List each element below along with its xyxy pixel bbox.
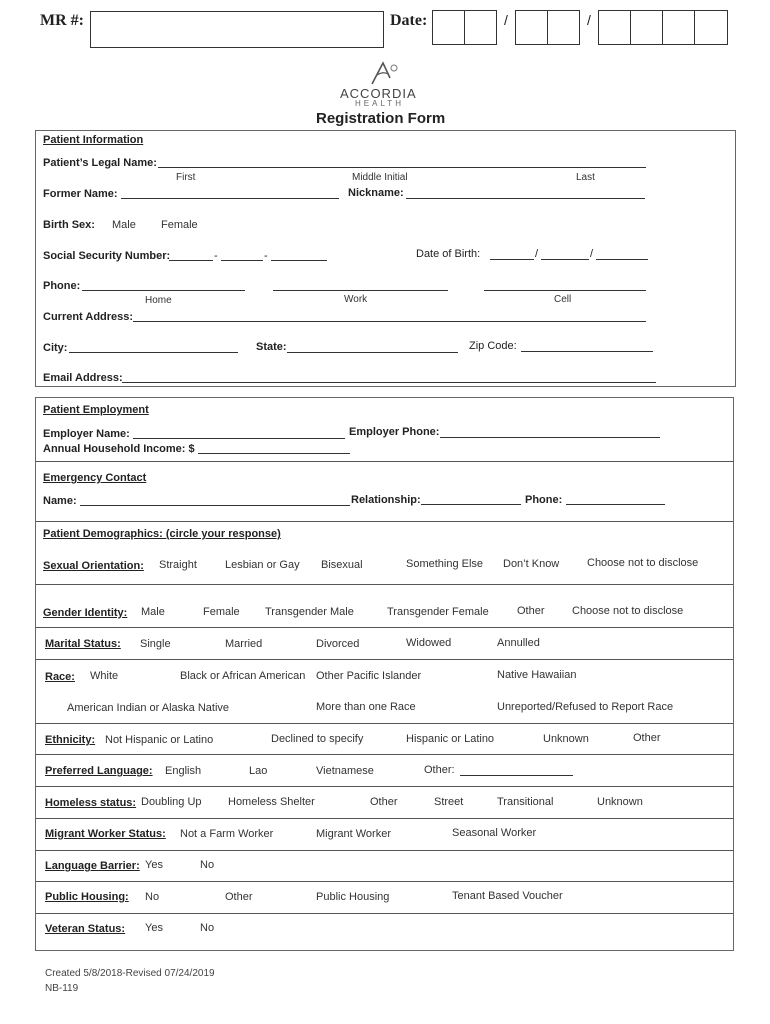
date-separator: / bbox=[587, 12, 591, 28]
phone-label: Phone: bbox=[43, 280, 81, 292]
current-address-label: Current Address: bbox=[43, 311, 134, 323]
homeless-status-label: Homeless status: bbox=[45, 797, 137, 809]
birth-sex-male-option[interactable]: Male bbox=[112, 219, 136, 231]
date-year-digit-3[interactable] bbox=[662, 10, 695, 45]
email-field[interactable] bbox=[122, 382, 656, 383]
employer-phone-field[interactable] bbox=[440, 437, 660, 438]
ethnicity-option[interactable]: Declined to specify bbox=[271, 733, 364, 745]
ethnicity-option[interactable]: Unknown bbox=[543, 733, 589, 745]
language-barrier-label: Language Barrier: bbox=[45, 860, 140, 872]
ethnicity-label: Ethnicity: bbox=[45, 734, 96, 746]
gender-identity-option[interactable]: Choose not to disclose bbox=[572, 605, 684, 617]
public-housing-option[interactable]: No bbox=[145, 891, 160, 903]
former-name-label: Former Name: bbox=[43, 188, 118, 200]
ethnicity-option[interactable]: Not Hispanic or Latino bbox=[105, 734, 214, 746]
nickname-label: Nickname: bbox=[348, 187, 404, 199]
migrant-worker-status-option[interactable]: Migrant Worker bbox=[316, 828, 391, 840]
race-option[interactable]: Other Pacific Islander bbox=[316, 670, 422, 682]
emergency-phone-field[interactable] bbox=[566, 504, 665, 505]
email-label: Email Address: bbox=[43, 372, 123, 384]
race-label: Race: bbox=[45, 671, 75, 683]
preferred-language-option[interactable]: Lao bbox=[249, 765, 268, 777]
public-housing-option[interactable]: Public Housing bbox=[316, 891, 390, 903]
sexual-orientation-option[interactable]: Straight bbox=[159, 559, 197, 571]
legal-name-field[interactable] bbox=[158, 167, 646, 168]
race-option[interactable]: More than one Race bbox=[316, 701, 416, 713]
sexual-orientation-option[interactable]: Something Else bbox=[406, 558, 484, 570]
date-year-digit-1[interactable] bbox=[598, 10, 631, 45]
date-month-digit-1[interactable] bbox=[432, 10, 465, 45]
marital-status-label: Marital Status: bbox=[45, 638, 121, 650]
patient-employment-heading: Patient Employment bbox=[43, 404, 149, 416]
ssn-part-1-field[interactable] bbox=[169, 260, 213, 261]
ethnicity-option[interactable]: Hispanic or Latino bbox=[406, 733, 495, 745]
language-barrier-option[interactable]: Yes bbox=[145, 859, 163, 871]
preferred-language-label: Preferred Language: bbox=[45, 765, 153, 777]
race-option[interactable]: American Indian or Alaska Native bbox=[67, 702, 230, 714]
preferred-language-option[interactable]: English bbox=[165, 765, 202, 777]
homeless-status-option[interactable]: Unknown bbox=[597, 796, 643, 808]
public-housing-option[interactable]: Other bbox=[225, 891, 253, 903]
marital-status-option[interactable]: Annulled bbox=[497, 637, 540, 649]
emergency-phone-label: Phone: bbox=[525, 494, 563, 506]
date-day-digit-1[interactable] bbox=[515, 10, 548, 45]
migrant-worker-status-label: Migrant Worker Status: bbox=[45, 828, 166, 840]
veteran-status-label: Veteran Status: bbox=[45, 923, 126, 935]
date-day-digit-2[interactable] bbox=[547, 10, 580, 45]
preferred-language-other-field[interactable] bbox=[460, 775, 573, 776]
sexual-orientation-option[interactable]: Choose not to disclose bbox=[587, 557, 699, 569]
first-name-caption: First bbox=[176, 172, 196, 183]
race-option[interactable]: Native Hawaiian bbox=[497, 669, 577, 681]
marital-status-option[interactable]: Divorced bbox=[316, 638, 360, 650]
demographics-heading: Patient Demographics: (circle your response) bbox=[43, 528, 281, 540]
public-housing-label: Public Housing: bbox=[45, 891, 129, 903]
legal-name-label: Patient’s Legal Name: bbox=[43, 157, 157, 169]
work-phone-field[interactable] bbox=[273, 290, 448, 291]
marital-status-option[interactable]: Married bbox=[225, 638, 263, 650]
migrant-worker-status-option[interactable]: Seasonal Worker bbox=[452, 827, 537, 839]
public-housing-option[interactable]: Tenant Based Voucher bbox=[452, 890, 563, 902]
race-option[interactable]: White bbox=[90, 670, 119, 682]
relationship-field[interactable] bbox=[421, 504, 521, 505]
city-field[interactable] bbox=[69, 352, 238, 353]
employer-name-field[interactable] bbox=[133, 438, 345, 439]
sexual-orientation-option[interactable]: Lesbian or Gay bbox=[225, 559, 300, 571]
ssn-part-3-field[interactable] bbox=[271, 260, 327, 261]
home-phone-field[interactable] bbox=[82, 290, 245, 291]
city-label: City: bbox=[43, 342, 68, 354]
mr-number-field[interactable] bbox=[90, 11, 384, 48]
form-code: NB-119 bbox=[45, 983, 79, 994]
cell-phone-field[interactable] bbox=[484, 290, 646, 291]
relationship-label: Relationship: bbox=[351, 494, 421, 506]
homeless-status-option[interactable]: Other bbox=[370, 796, 398, 808]
logo-name: ACCORDIA bbox=[340, 86, 417, 101]
cell-caption: Cell bbox=[554, 294, 572, 305]
birth-sex-label: Birth Sex: bbox=[43, 219, 95, 231]
sexual-orientation-label: Sexual Orientation: bbox=[43, 560, 144, 572]
state-field[interactable] bbox=[287, 352, 458, 353]
homeless-status-option[interactable]: Doubling Up bbox=[141, 796, 202, 808]
state-label: State: bbox=[256, 341, 287, 353]
mr-label: MR #: bbox=[40, 12, 84, 29]
accordia-logo-icon bbox=[368, 60, 402, 86]
zip-code-label: Zip Code: bbox=[469, 340, 517, 352]
date-year-digit-2[interactable] bbox=[630, 10, 663, 45]
gender-identity-option[interactable]: Other bbox=[517, 605, 545, 617]
dob-year-field[interactable] bbox=[596, 259, 648, 260]
created-revised-note: Created 5/8/2018-Revised 07/24/2019 bbox=[45, 968, 215, 979]
date-month-digit-2[interactable] bbox=[464, 10, 497, 45]
sexual-orientation-option[interactable]: Bisexual bbox=[321, 559, 363, 571]
homeless-status-option[interactable]: Transitional bbox=[497, 796, 554, 808]
gender-identity-option[interactable]: Transgender Female bbox=[387, 606, 489, 618]
former-name-field[interactable] bbox=[121, 198, 339, 199]
patient-information-heading: Patient Information bbox=[43, 134, 144, 146]
form-title: Registration Form bbox=[316, 110, 446, 127]
gender-identity-option[interactable]: Transgender Male bbox=[265, 606, 354, 618]
emergency-contact-heading: Emergency Contact bbox=[43, 472, 147, 484]
date-separator: / bbox=[504, 12, 508, 28]
veteran-status-option[interactable]: No bbox=[200, 922, 215, 934]
preferred-language-option[interactable]: Vietnamese bbox=[316, 765, 374, 777]
preferred-language-option[interactable]: Other: bbox=[424, 764, 455, 776]
gender-identity-label: Gender Identity: bbox=[43, 607, 128, 619]
middle-initial-caption: Middle Initial bbox=[352, 172, 408, 183]
date-year-digit-4[interactable] bbox=[694, 10, 728, 45]
marital-status-option[interactable]: Widowed bbox=[406, 637, 452, 649]
emergency-name-label: Name: bbox=[43, 495, 77, 507]
dob-month-field[interactable] bbox=[490, 259, 534, 260]
work-caption: Work bbox=[344, 294, 368, 305]
ethnicity-option[interactable]: Other bbox=[633, 732, 661, 744]
gender-identity-option[interactable]: Male bbox=[141, 606, 165, 618]
language-barrier-option[interactable]: No bbox=[200, 859, 215, 871]
veteran-status-option[interactable]: Yes bbox=[145, 922, 163, 934]
current-address-field[interactable] bbox=[133, 321, 646, 322]
date-label: Date: bbox=[390, 12, 428, 29]
sexual-orientation-option[interactable]: Don’t Know bbox=[503, 558, 560, 570]
migrant-worker-status-option[interactable]: Not a Farm Worker bbox=[180, 828, 274, 840]
logo-tagline: HEALTH bbox=[355, 99, 404, 108]
dob-label: Date of Birth: bbox=[416, 248, 481, 260]
ssn-label: Social Security Number: bbox=[43, 250, 171, 262]
race-option[interactable]: Black or African American bbox=[180, 670, 306, 682]
marital-status-option[interactable]: Single bbox=[140, 638, 171, 650]
employer-name-label: Employer Name: bbox=[43, 428, 130, 440]
birth-sex-female-option[interactable]: Female bbox=[161, 219, 198, 231]
ssn-part-2-field[interactable] bbox=[221, 260, 263, 261]
home-caption: Home bbox=[145, 295, 172, 306]
last-name-caption: Last bbox=[576, 172, 595, 183]
homeless-status-option[interactable]: Street bbox=[434, 796, 464, 808]
zip-code-field[interactable] bbox=[521, 351, 653, 352]
employer-phone-label: Employer Phone: bbox=[349, 426, 440, 438]
race-option[interactable]: Unreported/Refused to Report Race bbox=[497, 701, 674, 713]
nickname-field[interactable] bbox=[406, 198, 645, 199]
annual-income-label: Annual Household Income: $ bbox=[43, 443, 195, 455]
dob-day-field[interactable] bbox=[541, 259, 589, 260]
emergency-name-field[interactable] bbox=[80, 505, 350, 506]
homeless-status-option[interactable]: Homeless Shelter bbox=[228, 796, 315, 808]
annual-income-field[interactable] bbox=[198, 453, 350, 454]
gender-identity-option[interactable]: Female bbox=[203, 606, 240, 618]
